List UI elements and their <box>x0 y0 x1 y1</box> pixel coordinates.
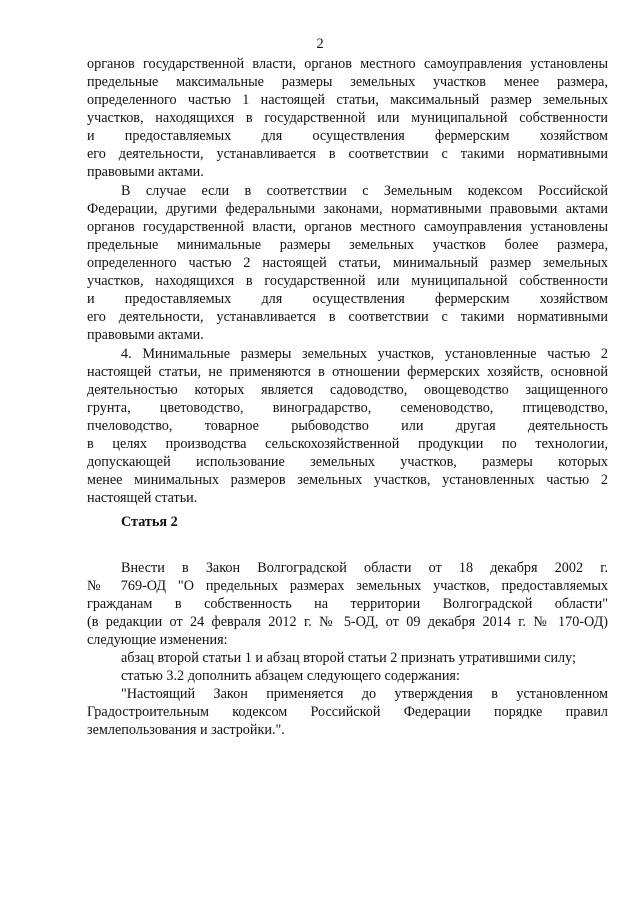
paragraph-line: Федерации, другими федеральными законами, нормативными правовыми актами <box>87 201 608 217</box>
paragraph-line: и предоставляемых для осуществления фермерским хозяйством <box>87 128 608 144</box>
paragraph-line: определенного частью 2 настоящей статьи, минимальный размер земельных <box>87 255 608 271</box>
paragraph-line: правовыми актами. <box>87 164 204 180</box>
paragraph-line: пчеловодство, товарное рыбоводство или другая деятельность <box>87 418 608 434</box>
paragraph-line: В случае если в соответствии с Земельным кодексом Российской <box>121 183 608 199</box>
paragraph-line: менее минимальных размеров земельных участков, установленных частью 2 <box>87 472 608 488</box>
paragraph-line: органов государственной власти, органов местного самоуправления установлены <box>87 219 608 235</box>
article-line: (в редакции от 24 февраля 2012 г. № 5-ОД, от 09 декабря 2014 г. № 170-ОД) <box>87 614 608 630</box>
page-number: 2 <box>316 36 324 52</box>
article-line: "Настоящий Закон применяется до утверждения в установленном <box>121 686 608 702</box>
paragraph-line: участков, находящихся в государственной или муниципальной собственности <box>87 273 608 289</box>
paragraph-line: 4. Минимальные размеры земельных участков, установленные частью 2 <box>121 346 608 362</box>
article-line: статью 3.2 дополнить абзацем следующего содержания: <box>121 668 460 684</box>
article-line: землепользования и застройки.". <box>87 722 285 738</box>
paragraph-line: предельные максимальные размеры земельных участков менее размера, <box>87 74 608 90</box>
article-heading: Статья 2 <box>121 514 178 530</box>
paragraph-line: его деятельности, устанавливается в соответствии с такими нормативными <box>87 309 608 325</box>
paragraph-line: настоящей статьи, не применяются в отношении фермерских хозяйств, основной <box>87 364 608 380</box>
article-line: следующие изменения: <box>87 632 228 648</box>
paragraph-line: деятельностью которых является садоводство, овощеводство защищенного <box>87 382 608 398</box>
paragraph-line: его деятельности, устанавливается в соответствии с такими нормативными <box>87 146 608 162</box>
paragraph-line: органов государственной власти, органов местного самоуправления установлены <box>87 56 608 72</box>
paragraph-line: настоящей статьи. <box>87 490 198 506</box>
article-line: № 769-ОД "О предельных размерах земельных участков, предоставляемых <box>87 578 608 594</box>
article-line: Внести в Закон Волгоградской области от 18 декабря 2002 г. <box>121 560 608 576</box>
paragraph-line: грунта, цветоводство, виноградарство, семеноводство, птицеводство, <box>87 400 608 416</box>
article-line: абзац второй статьи 1 и абзац второй статьи 2 признать утратившими силу; <box>121 650 576 666</box>
paragraph-line: определенного частью 1 настоящей статьи, максимальный размер земельных <box>87 92 608 108</box>
paragraph-line: предельные минимальные размеры земельных участков более размера, <box>87 237 608 253</box>
paragraph-line: участков, находящихся в государственной или муниципальной собственности <box>87 110 608 126</box>
article-line: гражданам в собственность на территории Волгоградской области" <box>87 596 608 612</box>
paragraph-line: правовыми актами. <box>87 327 204 343</box>
article-line: Градостроительным кодексом Российской Федерации порядке правил <box>87 704 608 720</box>
paragraph-line: и предоставляемых для осуществления фермерским хозяйством <box>87 291 608 307</box>
paragraph-line: допускающей использование земельных участков, размеры которых <box>87 454 608 470</box>
paragraph-line: в целях производства сельскохозяйственной продукции по технологии, <box>87 436 608 452</box>
